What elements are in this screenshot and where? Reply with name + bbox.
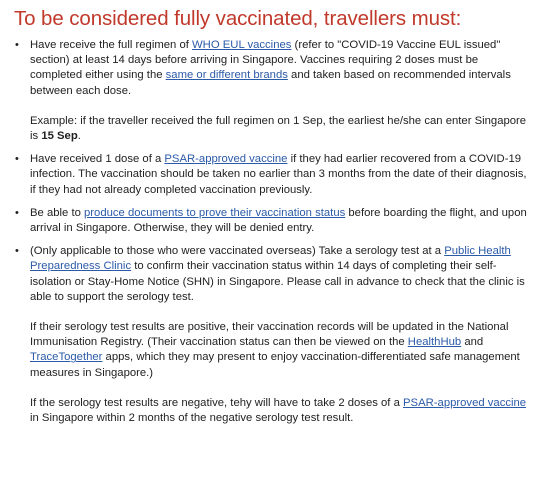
- body-text: Be able to: [30, 206, 85, 219]
- requirement-paragraph: [30, 320, 529, 381]
- requirement-item: [10, 152, 529, 198]
- requirement-paragraph: [30, 244, 529, 305]
- psar-approved-vaccine-link[interactable]: PSAR-approved vaccine: [164, 153, 288, 166]
- body-text: and: [461, 336, 484, 349]
- body-text: .: [77, 130, 81, 143]
- bullet-icon: •: [15, 206, 19, 219]
- requirement-paragraph: [30, 396, 529, 426]
- requirement-item: [10, 206, 529, 236]
- public-health-preparedness-clinic-link[interactable]: Public Health Preparedness Clinic: [30, 245, 511, 273]
- body-text: before boarding the flight, and upon arrival in Singapore. Otherwise, they will be denied entry.: [30, 206, 527, 235]
- requirement-paragraph: [30, 152, 529, 198]
- requirements-list: [10, 38, 529, 426]
- healthhub-link[interactable]: HealthHub: [407, 336, 462, 349]
- requirement-paragraph: [30, 206, 529, 236]
- body-text: and taken based on recommended intervals between each dose.: [30, 69, 511, 97]
- requirement-paragraph: [30, 38, 529, 99]
- requirement-item: [10, 38, 529, 144]
- body-text: Example: if the traveller received the full regimen on 1 Sep, the earliest he/she can enter Singapore is: [30, 114, 527, 143]
- tracetogether-link[interactable]: TraceTogether: [30, 351, 103, 364]
- body-text: Have received 1 dose of a: [30, 153, 165, 166]
- emphasis-text: 15 Sep: [41, 130, 78, 143]
- produce-documents-to-prove-their-vaccination-status-link[interactable]: produce documents to prove their vaccination status: [84, 206, 346, 219]
- page-title: To be considered fully vaccinated, travellers must:: [14, 7, 462, 30]
- body-text: If the serology test results are negative, tehy will have to take 2 doses of a: [30, 396, 404, 409]
- body-text: If their serology test results are positive, their vaccination records will be updated in the National Immunisation Registry. (Their vaccination status can then be viewed on the: [30, 321, 509, 349]
- body-text: Have receive the full regimen of: [30, 39, 193, 51]
- body-text: (Only applicable to those who were vaccinated overseas) Take a serology test at a: [30, 245, 445, 258]
- who-eul-vaccines-link[interactable]: WHO EUL vaccines: [192, 39, 292, 51]
- requirement-paragraph: [30, 114, 529, 144]
- body-text: if they had earlier recovered from a COVID-19 infection. The vaccination should be taken no earlier than 3 months from the date of their diagnosis, if they had not already completed vaccination previously.: [30, 153, 527, 196]
- same-or-different-brands-link[interactable]: same or different brands: [165, 69, 288, 82]
- bullet-icon: •: [15, 153, 19, 166]
- bullet-icon: •: [15, 39, 19, 51]
- psar-approved-vaccine-link[interactable]: PSAR-approved vaccine: [403, 396, 527, 409]
- body-text: apps, which they may present to enjoy vaccination-differentiated safe management measures in Singapore.): [30, 351, 520, 379]
- bullet-icon: •: [15, 245, 19, 258]
- body-text: to confirm their vaccination status within 14 days of completing their self-isolation or Stay-Home Notice (SHN) in Singapore. Please call in advance to check that the clinic is able to support the serology test.: [30, 260, 525, 303]
- body-text: (refer to "COVID-19 Vaccine EUL issued" section) at least 14 days before arriving in Singapore. Vaccines requiring 2 doses must be completed either using the: [30, 39, 501, 82]
- requirement-item: [10, 244, 529, 426]
- body-text: in Singapore within 2 months of the negative serology test result.: [30, 412, 354, 425]
